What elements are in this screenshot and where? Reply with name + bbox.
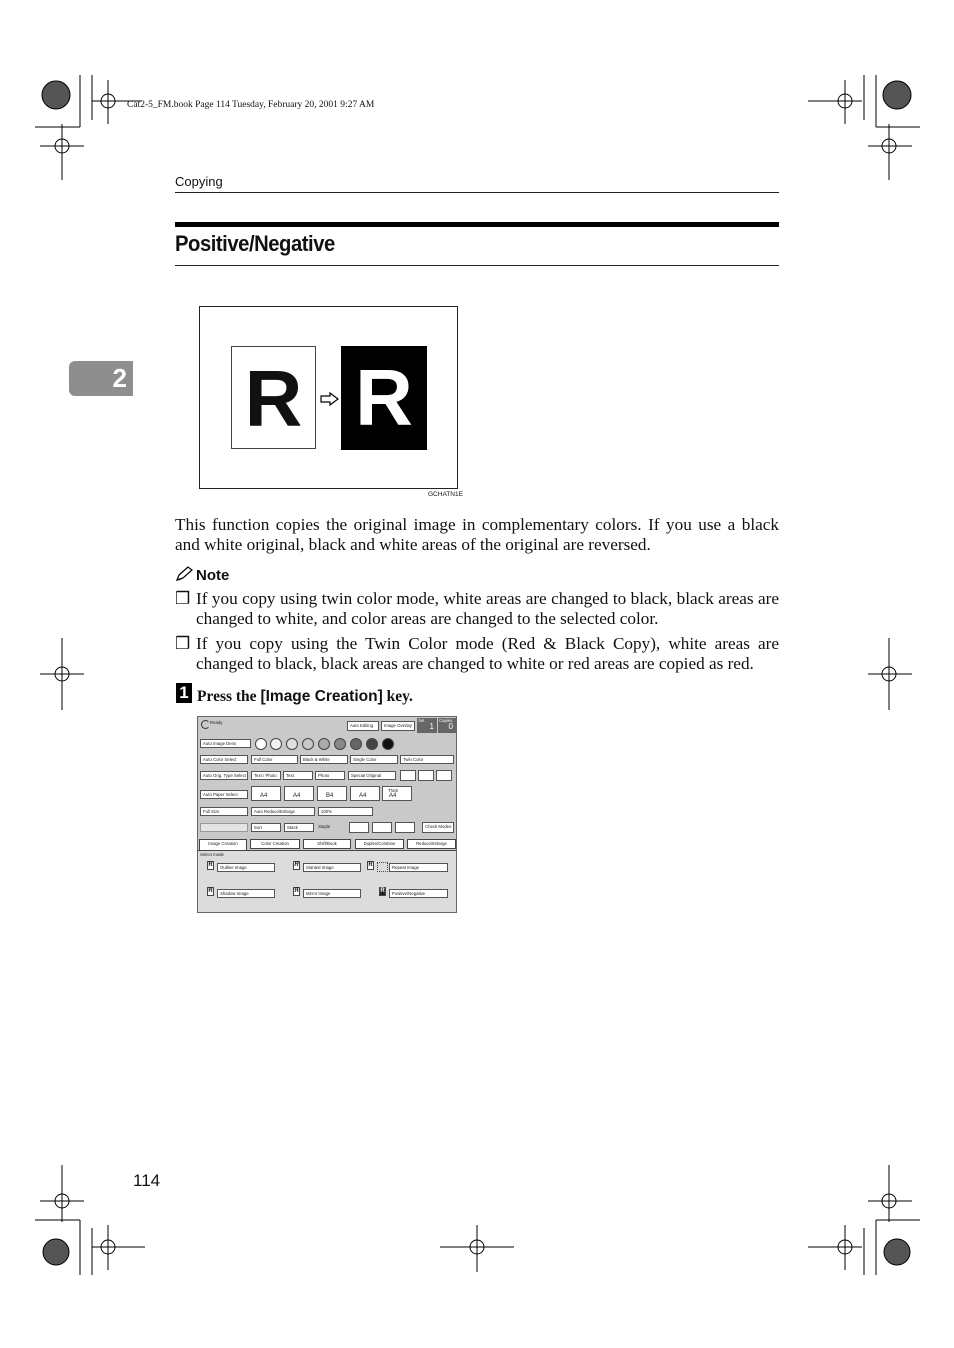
chapter-tab: 2 xyxy=(69,361,133,396)
staple-position-2[interactable] xyxy=(372,822,392,833)
select-mode-label: Select mode xyxy=(200,852,224,857)
tray-2-button[interactable] xyxy=(284,786,314,801)
stack-button[interactable]: Stack xyxy=(284,823,314,832)
refresh-icon xyxy=(201,720,210,729)
text-button[interactable]: Text xyxy=(283,771,313,780)
note-item-text: If you copy using the Twin Color mode (Red & Black Copy), white areas are changed to black, black areas are changed to white or red areas are copied as red. xyxy=(196,634,779,673)
note-item-text: If you copy using twin color mode, white areas are changed to black, black areas are changed to white, and color areas are changed to the selected color. xyxy=(196,589,779,628)
mirror-image-button[interactable]: Mirror Image xyxy=(303,889,361,898)
tab-content-area xyxy=(198,850,457,913)
full-color-button[interactable]: Full Color xyxy=(251,755,298,764)
original-orientation-1[interactable] xyxy=(400,770,416,781)
single-color-button[interactable]: Single Color xyxy=(350,755,398,764)
disabled-button xyxy=(200,823,248,832)
repeat-image-button[interactable]: Repeat Image xyxy=(389,863,448,872)
tab-reduce-enlarge[interactable]: Reduce/Enlarge xyxy=(407,839,456,849)
thick-label: Thick xyxy=(388,788,399,793)
density-level-9[interactable] xyxy=(382,738,394,750)
intro-paragraph: This function copies the original image in complementary colors. If you use a black and white original, black and white areas of the original are reversed. xyxy=(175,515,779,554)
staple-position-3[interactable] xyxy=(395,822,415,833)
density-level-6[interactable] xyxy=(334,738,346,750)
positive-negative-icon: R xyxy=(380,888,385,894)
section-title: Positive/Negative xyxy=(175,231,335,256)
set-counter xyxy=(417,718,437,733)
black-white-button[interactable]: Black & White xyxy=(300,755,348,764)
density-level-7[interactable] xyxy=(350,738,362,750)
positive-negative-button[interactable]: Positive/Negative xyxy=(389,889,448,898)
step-text-before: Press the xyxy=(197,688,261,705)
illustration-code: GCHATN1E xyxy=(428,491,463,498)
set-label: Set xyxy=(418,718,425,723)
note-heading: Note xyxy=(196,567,230,584)
section-title-rule xyxy=(175,265,779,266)
original-letter: R xyxy=(231,346,316,449)
outline-image-icon: R xyxy=(208,862,213,868)
copies-counter xyxy=(438,718,456,733)
header-divider xyxy=(175,192,779,193)
outline-image-button[interactable]: Outline Image xyxy=(217,863,275,872)
density-level-3[interactable] xyxy=(286,738,298,750)
mirror-image-icon: R xyxy=(294,888,299,894)
original-orientation-2[interactable] xyxy=(418,770,434,781)
repeat-grid-icon xyxy=(377,862,388,872)
copier-panel xyxy=(197,716,457,913)
original-orientation-3[interactable] xyxy=(436,770,452,781)
step-number: 1 xyxy=(176,683,192,703)
tab-color-creation[interactable]: Color Creation xyxy=(250,839,300,849)
full-size-button[interactable]: Full Size xyxy=(200,807,248,816)
staple-label: Staple xyxy=(318,824,331,829)
tray-4-size: A4 xyxy=(359,793,367,799)
reversed-letter: R xyxy=(341,346,427,450)
copies-value: 0 xyxy=(448,722,453,731)
photo-button[interactable]: Photo xyxy=(315,771,345,780)
step-key: [Image Creation] xyxy=(260,688,383,705)
auto-reduce-enlarge-button[interactable]: Auto Reduce/Enlarge xyxy=(251,807,315,816)
checkbox-icon: ❒ xyxy=(175,634,191,653)
density-level-5[interactable] xyxy=(318,738,330,750)
note-item xyxy=(175,634,779,673)
auto-image-density-button[interactable]: Auto Image Dens xyxy=(200,739,251,748)
tab-image-creation[interactable]: Image Creation xyxy=(199,839,247,851)
copies-label: Copies xyxy=(439,718,453,723)
pencil-icon xyxy=(175,566,193,582)
auto-paper-select-button[interactable]: Auto Paper Select xyxy=(200,790,248,799)
repeat-image-icon: R xyxy=(368,862,373,868)
text-photo-button[interactable]: Text / Photo xyxy=(251,771,281,780)
status-text: Ready xyxy=(210,720,223,725)
density-level-8[interactable] xyxy=(366,738,378,750)
shadow-image-icon: R xyxy=(208,888,213,894)
tab-duplex-combine[interactable]: Duplex/Combine xyxy=(355,839,404,849)
tray-4-button[interactable] xyxy=(350,786,380,801)
auto-color-select-button[interactable]: Auto Color Select xyxy=(200,755,248,764)
check-modes-button[interactable]: Check Modes xyxy=(422,822,454,833)
right-arrow-icon xyxy=(320,392,340,406)
tray-3-size: B4 xyxy=(326,793,334,799)
tray-3-button[interactable] xyxy=(317,786,347,801)
auto-editing-button[interactable]: Auto Editing xyxy=(347,721,379,731)
staple-position-1[interactable] xyxy=(349,822,369,833)
note-item xyxy=(175,589,779,628)
slanted-image-icon: R xyxy=(294,862,299,868)
image-overlay-button[interactable]: Image Overlay xyxy=(381,721,415,731)
special-original-button[interactable]: Special Original xyxy=(348,771,396,780)
print-header: Cat2-5_FM.book Page 114 Tuesday, February 20, 2001 9:27 AM xyxy=(127,100,375,110)
density-level-1[interactable] xyxy=(255,738,267,750)
section-top-rule xyxy=(175,222,779,227)
tab-shift-book[interactable]: Shift/Book xyxy=(303,839,351,849)
bypass-tray-button[interactable] xyxy=(382,786,412,801)
checkbox-icon: ❒ xyxy=(175,589,191,608)
tray-2-size: A4 xyxy=(293,793,301,799)
step-instruction xyxy=(197,688,413,706)
bypass-size: A4 xyxy=(389,793,397,799)
set-value: 1 xyxy=(429,722,434,731)
slanted-image-button[interactable]: Slanted Image xyxy=(303,863,361,872)
tray-1-size: A4 xyxy=(260,793,268,799)
sort-button[interactable]: Sort xyxy=(251,823,281,832)
density-level-2[interactable] xyxy=(270,738,282,750)
auto-orig-type-select-button[interactable]: Auto Orig. Type Select xyxy=(200,771,248,780)
step-text-after: key. xyxy=(382,688,413,705)
positive-negative-illustration xyxy=(199,306,458,489)
density-level-4[interactable] xyxy=(302,738,314,750)
tray-1-button[interactable] xyxy=(251,786,281,801)
ratio-display: 100% xyxy=(318,807,373,816)
twin-color-button[interactable]: Twin Color xyxy=(400,755,454,764)
shadow-image-button[interactable]: Shadow Image xyxy=(217,889,275,898)
running-header: Copying xyxy=(175,174,223,189)
page-number: 114 xyxy=(133,1171,161,1190)
